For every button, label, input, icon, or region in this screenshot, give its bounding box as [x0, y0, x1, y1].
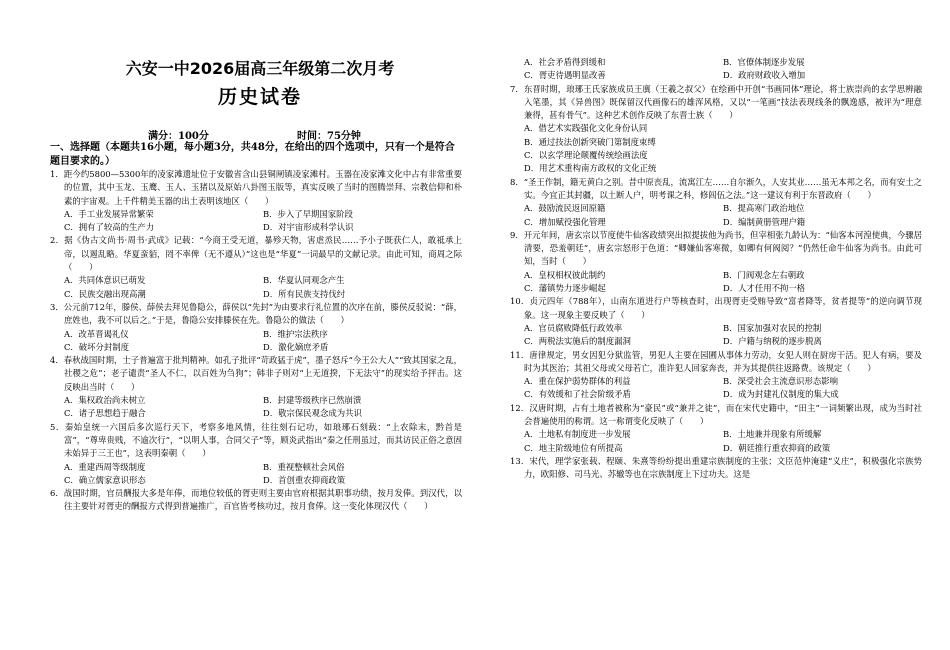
- option[interactable]: D．人才任用不拘一格: [723, 283, 806, 294]
- option[interactable]: C．两税法实施后的制度漏洞: [524, 336, 631, 347]
- option[interactable]: B．重视整顿社会风俗: [263, 461, 345, 472]
- option[interactable]: C．有效缓和了社会阶级矛盾: [524, 389, 631, 400]
- option[interactable]: C．确立儒家意识形态: [64, 474, 146, 485]
- question-stem: 3．公元前712年，滕侯、薛侯去拜见鲁隐公，薛侯以“先封”为由要求行礼位置的次序在前，滕侯反驳说：“薛，庶姓也，我不可以后之。”于是，鲁隐公安排滕侯在先。鲁隐公的做法（ ）: [50, 301, 462, 326]
- option[interactable]: B．维护宗法秩序: [263, 328, 328, 339]
- option[interactable]: C．胥吏待遇明显改善: [524, 70, 606, 81]
- option[interactable]: C．藩镇势力逐步崛起: [524, 283, 606, 294]
- option[interactable]: C．诸子思想趋于融合: [64, 408, 146, 419]
- question-5: [50, 421, 462, 487]
- option[interactable]: D．政府财政收入增加: [723, 70, 806, 81]
- option[interactable]: A．重建西周等级制度: [64, 461, 146, 472]
- option[interactable]: A．共同体意识已萌发: [64, 275, 146, 286]
- exam-title: 六安一中2026届高三年级第二次月考: [125, 59, 395, 78]
- options: [510, 122, 922, 175]
- options: [50, 394, 462, 421]
- option[interactable]: C．拥有了较高的生产力: [64, 222, 155, 233]
- option[interactable]: A．集权政治尚未树立: [64, 395, 146, 406]
- options: [50, 208, 462, 235]
- option[interactable]: A．官员腐败降低行政效率: [524, 322, 623, 333]
- options: [510, 202, 922, 229]
- option[interactable]: B．土地兼并现象有所缓解: [723, 429, 822, 440]
- option[interactable]: D．成为封建礼仪制度的集大成: [723, 389, 839, 400]
- question-7: [510, 83, 922, 176]
- options: [510, 322, 922, 349]
- question-11: [510, 349, 922, 402]
- question-stem: 12．汉唐时期，占有土地者被称为“豪民”或“兼并之徒”，而在宋代史籍中，“田主”一词频繁出现，成为当时社会普遍使用的称谓。这一称谓变化反映了（ ）: [510, 402, 922, 427]
- option[interactable]: B．通过技法创新突破门第制度束缚: [524, 136, 656, 147]
- question-stem: 5．秦始皇统一六国后多次巡行天下，考察多地风情，往往刻石记功，如琅琊石刻载：“上农除末，黔首是富”，“尊卑贵贱，不逾次行”，“以明人事，合同父子”等，顾炎武指出“秦之任刑虽过，而其访民正俗之意固未始异于三王也”，这表明秦朝（ ）: [50, 421, 462, 459]
- right-column: [510, 56, 922, 482]
- exam-subtitle: 历史试卷: [217, 86, 302, 108]
- question-10: [510, 295, 922, 348]
- question-stem: 6．战国时期，官员酬报大多是年俸，而地位较低的胥吏则主要由官府根据其职事功绩，按月发俸。到汉代，以往主要针对胥吏的酬报方式得到普遍推广，百官皆考核功过，按月食俸。这一变化体现汉代（ ）: [50, 488, 462, 512]
- question-stem: 11．唐律规定，男女因犯分狱监管，男犯人主要在园圃从事体力劳动，女犯人则在厨房干活。犯人有病，要及时为其医治；其祖父母或父母若亡，准许犯人回家奔丧，并为其提供往返路费。该规定（ ）: [510, 349, 922, 373]
- question-stem: 8．“圣王作制，籍无黄白之别。昔中原丧乱，流寓江左……自尔渐久，人安其业……虽无本邦之名，而有安土之实。今宜正其封疆，以土断人户，明考课之科，修闾伍之法。”这一建议有利于东晋政府（ ）: [510, 176, 922, 200]
- score-label: 满分：100分: [148, 131, 209, 142]
- option[interactable]: B．国家加强对农民的控制: [723, 322, 822, 333]
- option[interactable]: D．户籍与纳税的逐步脱离: [723, 336, 822, 347]
- question-8: [510, 176, 922, 229]
- question-4: [50, 354, 462, 420]
- section-heading: 一、选择题（本题共16小题，每小题3分，共48分，在给出的四个选项中，只有一个是符合题目要求的。）: [50, 142, 455, 167]
- time-label: 时间：75分钟: [297, 131, 361, 142]
- options: [50, 461, 462, 488]
- options: [510, 375, 922, 402]
- option[interactable]: D．编制黄册管理户籍: [723, 216, 806, 227]
- question-9: [510, 229, 922, 295]
- option[interactable]: C．民族交融出现高潮: [64, 288, 146, 299]
- option[interactable]: B．深受社会主流意识形态影响: [723, 376, 839, 387]
- option[interactable]: C．增加赋役强化管理: [524, 216, 606, 227]
- question-6-options: [510, 56, 922, 83]
- option[interactable]: B．华夏认同观念产生: [263, 275, 345, 286]
- option[interactable]: D．朝廷推行重农抑商的政策: [723, 442, 831, 453]
- option[interactable]: D．首创重农抑商政策: [263, 474, 346, 485]
- question-2: [50, 234, 462, 300]
- option[interactable]: A．借艺术实践强化文化身份认同: [524, 123, 648, 134]
- option[interactable]: B．门阀观念左右朝政: [723, 269, 805, 280]
- left-column: [50, 168, 462, 514]
- question-3: [50, 301, 462, 354]
- question-stem: 10．贞元四年（788年），山南东道进行户等核查时，出现胥吏受贿导致“富者降等，贫者提等”的逆向调节现象。这一现象主要反映了（ ）: [510, 296, 922, 320]
- option[interactable]: D．用艺术重构南方政权的文化正统: [524, 163, 657, 174]
- option[interactable]: C．以玄学理论颠覆传统绘画法度: [524, 150, 648, 161]
- option[interactable]: A．皇权相权彼此制约: [524, 269, 606, 280]
- option[interactable]: D．对宇宙形成科学认识: [263, 222, 354, 233]
- question-6: [50, 487, 462, 514]
- option[interactable]: B．步入了早期国家阶段: [263, 208, 353, 219]
- option[interactable]: D．敬宗保民观念成为共识: [263, 408, 362, 419]
- question-stem: 13．宋代，理学家张载、程颐、朱熹等纷纷提出重建宗族制度的主张；文臣范仲淹建“义庄”，积极强化宗族势力，欧阳修、司马光、苏辙等也在宗族制度上下过功夫。这是: [510, 455, 922, 480]
- question-stem: 7．东晋时期，琅琊王氏家族成员王廙（王羲之叔父）在绘画中开创“书画同体”理论，将士族崇尚的玄学思辨融入笔墨，其《异兽图》既保留汉代画像石的雄浑风格，又以“一笔画”技法表现线条的飘逸感，被评为“理意兼得，甚有骨气”。这种艺术创作反映了东晋士族（ ）: [510, 83, 922, 121]
- option[interactable]: A．土地私有制度进一步发展: [524, 429, 631, 440]
- options: [510, 269, 922, 296]
- option[interactable]: D．所有民族支持伐纣: [263, 288, 346, 299]
- question-1: [50, 168, 462, 234]
- option[interactable]: C．破坏分封制度: [64, 341, 130, 352]
- option[interactable]: B．官僚体制逐步发展: [723, 57, 805, 67]
- option[interactable]: A．鼓励流民返回原籍: [524, 203, 606, 214]
- option[interactable]: A．手工业发展异常繁荣: [64, 208, 154, 219]
- question-13: [510, 455, 922, 482]
- question-stem: 4．春秋战国时期，士子普遍富于批判精神。如孔子批评“苛政猛于虎”，墨子怒斥“今王公大人”“致其国家之乱，社稷之危”；老子谴责“圣人不仁，以百姓为刍狗”；韩非子则对“上无道揆，下无法守”的现实给予抨击。这反映出当时（ ）: [50, 355, 462, 392]
- options: [50, 328, 462, 355]
- option[interactable]: C．地主阶级地位有所提高: [524, 442, 623, 453]
- options: [50, 274, 462, 301]
- question-stem: 2．据《伪古文尚书·周书·武成》记载：“今商王受无道，暴殄天物，害虐烝民……予小子既获仁人，敢祗承上帝，以遏乱略。华夏蛮貊，罔不率俾（无不遵从）”这也是“华夏”一词最早的文献记录。由此可知，商周之际（ ）: [50, 235, 462, 273]
- option[interactable]: D．激化嫡庶矛盾: [263, 341, 329, 352]
- question-stem: 1．距今约5800—5300年的凌家滩遗址位于安徽省含山县铜闸镇凌家滩村。玉器在凌家滩文化中占有非常重要的位置，其中玉龙、玉鹰、玉人、玉猪以及原始八卦图玉版等，真实反映了当时的图腾崇拜、宗教信仰和朴素的宇宙观。上千件精美玉器的出土表明该地区（ ）: [50, 169, 462, 206]
- option[interactable]: B．提高寒门政治地位: [723, 203, 805, 214]
- option[interactable]: A．改革晋谒礼仪: [64, 328, 129, 339]
- option[interactable]: A．重在保护弱势群体的利益: [524, 376, 631, 387]
- question-stem: 9．开元年间，唐玄宗以节度使牛仙客政绩突出拟提拔他为尚书，但宰相张九龄认为：“仙客本河湟使典，今骤居清要，恐羞朝廷”，唐玄宗怒形于色道：“卿嫌仙客寒微，如卿有何阀阅？”仍然任命牛仙客为尚书。由此可知，当时（ ）: [510, 229, 922, 267]
- question-12: [510, 402, 922, 455]
- option[interactable]: A．社会矛盾得到缓和: [524, 57, 606, 67]
- options: [510, 56, 922, 83]
- options: [510, 428, 922, 455]
- option[interactable]: B．封建等级秩序已然崩溃: [263, 395, 362, 406]
